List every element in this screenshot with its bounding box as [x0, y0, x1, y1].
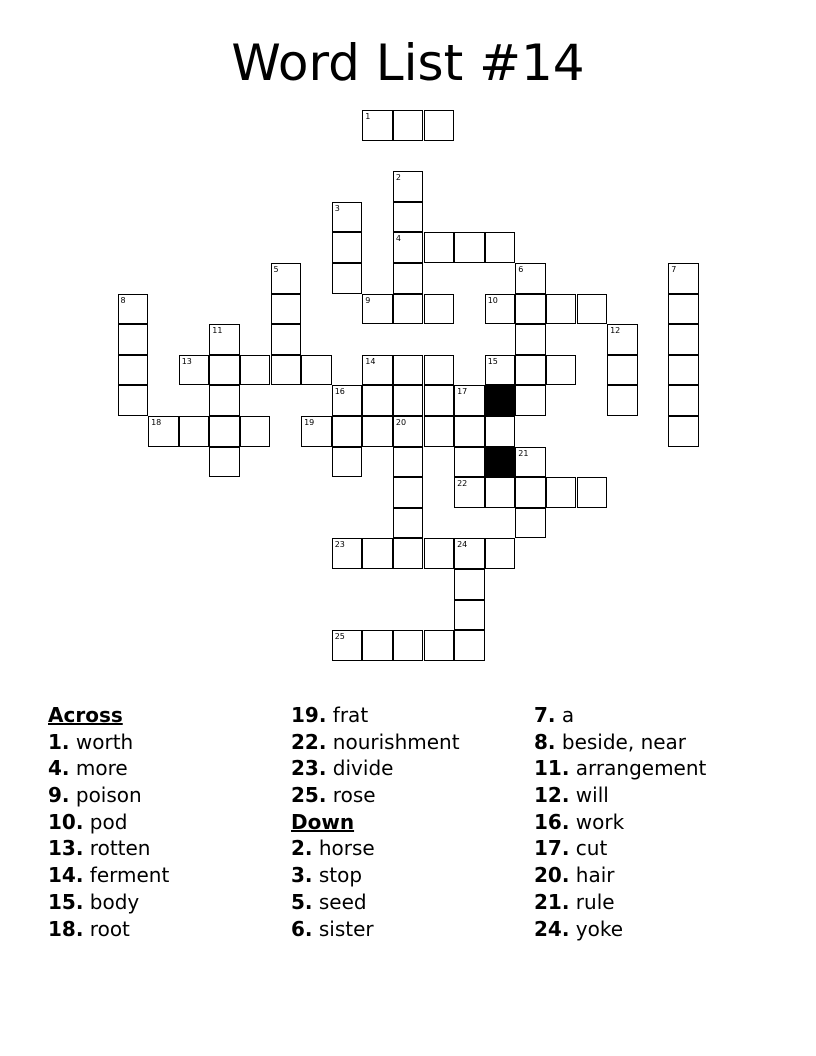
clue-text: work	[575, 809, 625, 834]
clue-number: 24.	[534, 916, 570, 941]
grid-cell[interactable]	[271, 263, 302, 294]
grid-cell[interactable]	[668, 355, 699, 386]
grid-cell[interactable]	[393, 385, 424, 416]
cell-number: 9	[365, 295, 371, 305]
grid-cell[interactable]	[118, 355, 149, 386]
grid-cell[interactable]	[271, 294, 302, 325]
clue-number: 23.	[291, 756, 327, 781]
clue-item	[534, 702, 774, 729]
grid-cell[interactable]	[209, 447, 240, 478]
clue-item	[534, 916, 774, 943]
grid-cell[interactable]	[424, 630, 455, 661]
clue-item	[534, 862, 774, 889]
grid-cell[interactable]	[424, 385, 455, 416]
clue-text: will	[575, 783, 609, 808]
clue-item	[534, 729, 774, 756]
clue-number: 13.	[48, 836, 84, 861]
cell-number: 19	[304, 418, 315, 427]
clue-number: 14.	[48, 863, 84, 888]
grid-cell[interactable]	[148, 416, 179, 447]
cell-number: 16	[334, 387, 345, 397]
clue-text: nourishment	[332, 729, 460, 754]
clue-item	[48, 889, 288, 916]
clue-text: pod	[89, 809, 128, 834]
clue-text: rose	[332, 783, 376, 808]
clue-number: 6.	[291, 916, 313, 941]
grid-cell[interactable]	[668, 385, 699, 416]
clue-item	[534, 809, 774, 836]
clue-item	[48, 729, 288, 756]
clue-text: root	[89, 916, 130, 941]
black-square	[485, 447, 516, 478]
grid-cell[interactable]	[668, 416, 699, 447]
clue-item	[291, 835, 531, 862]
clue-item	[291, 729, 531, 756]
grid-cell[interactable]	[577, 294, 608, 325]
clue-item	[534, 835, 774, 862]
cell-number: 20	[395, 418, 407, 427]
grid-cell[interactable]	[362, 630, 393, 661]
grid-cell[interactable]	[668, 263, 699, 294]
clue-text: sister	[318, 916, 374, 941]
cell-number: 14	[365, 356, 376, 366]
grid-cell[interactable]	[362, 416, 393, 447]
grid-cell[interactable]	[240, 416, 271, 447]
grid-cell[interactable]	[118, 385, 149, 416]
grid-cell[interactable]	[485, 355, 516, 386]
clue-item	[291, 889, 531, 916]
black-square	[485, 385, 516, 416]
cell-number: 3	[334, 203, 340, 213]
grid-cell[interactable]	[393, 110, 424, 141]
grid-cell[interactable]	[454, 569, 485, 600]
clue-text: rotten	[89, 836, 151, 861]
clue-text: divide	[332, 756, 394, 781]
cell-number: 15	[487, 356, 498, 366]
grid-cell[interactable]	[515, 263, 546, 294]
grid-cell[interactable]	[485, 538, 516, 569]
grid-cell[interactable]	[515, 385, 546, 416]
grid-cell[interactable]	[393, 171, 424, 202]
clue-number: 7.	[534, 703, 556, 727]
clue-number: 18.	[48, 916, 84, 941]
clue-text: ferment	[89, 863, 170, 888]
clue-item	[534, 889, 774, 916]
clue-item	[291, 782, 531, 809]
clue-number: 12.	[534, 783, 570, 808]
cell-number: 2	[395, 173, 401, 183]
clue-text: beside, near	[561, 729, 687, 754]
grid-cell[interactable]	[271, 324, 302, 355]
clue-item	[48, 809, 288, 836]
grid-cell[interactable]	[393, 355, 424, 386]
clue-item	[291, 755, 531, 782]
clue-number: 9.	[48, 783, 70, 808]
grid-cell[interactable]	[393, 263, 424, 294]
grid-cell[interactable]	[485, 477, 516, 508]
clue-number: 16.	[534, 809, 570, 834]
clue-number: 20.	[534, 863, 570, 888]
grid-cell[interactable]	[485, 416, 516, 447]
grid-cell[interactable]	[393, 294, 424, 325]
clue-number: 3.	[291, 863, 313, 888]
grid-cell[interactable]	[454, 630, 485, 661]
grid-cell[interactable]	[332, 416, 363, 447]
grid-cell[interactable]	[362, 538, 393, 569]
grid-cell[interactable]	[607, 324, 638, 355]
grid-cell[interactable]	[454, 385, 485, 416]
grid-cell[interactable]	[332, 263, 363, 294]
grid-cell[interactable]	[118, 294, 149, 325]
cell-number: 7	[671, 265, 677, 274]
clue-text: body	[89, 889, 140, 914]
clue-number: 8.	[534, 729, 556, 754]
grid-cell[interactable]	[209, 385, 240, 416]
grid-cell[interactable]	[332, 385, 363, 416]
grid-cell[interactable]	[485, 232, 516, 263]
grid-cell[interactable]	[454, 477, 485, 508]
grid-cell[interactable]	[668, 324, 699, 355]
clue-item	[48, 835, 288, 862]
clue-text: cut	[575, 836, 608, 861]
clue-item	[534, 755, 774, 782]
clue-text: worth	[75, 729, 134, 754]
clue-number: 15.	[48, 889, 84, 914]
clue-text: horse	[318, 836, 375, 861]
cell-number: 11	[212, 326, 223, 336]
grid-cell[interactable]	[393, 416, 424, 447]
grid-cell[interactable]	[424, 355, 455, 386]
grid-cell[interactable]	[515, 508, 546, 539]
grid-cell[interactable]	[577, 477, 608, 508]
clue-item	[534, 782, 774, 809]
grid-cell[interactable]	[332, 538, 363, 569]
cell-number: 24	[457, 540, 468, 550]
grid-cell[interactable]	[179, 416, 210, 447]
grid-cell[interactable]	[393, 508, 424, 539]
clue-heading: Across	[48, 703, 123, 727]
cell-number: 10	[487, 295, 498, 305]
clue-item	[291, 702, 531, 729]
clue-column-1	[48, 702, 288, 942]
grid-cell[interactable]	[515, 447, 546, 478]
clue-number: 21.	[534, 889, 570, 914]
grid-cell[interactable]	[332, 202, 363, 233]
cell-number: 23	[334, 540, 345, 550]
grid-cell[interactable]	[454, 538, 485, 569]
grid-cell[interactable]	[607, 385, 638, 416]
grid-cell[interactable]	[607, 355, 638, 386]
grid-cell[interactable]	[332, 447, 363, 478]
grid-cell[interactable]	[362, 110, 393, 141]
clue-item	[48, 862, 288, 889]
grid-cell[interactable]	[332, 630, 363, 661]
page-title: Word List #14	[231, 34, 585, 92]
grid-cell[interactable]	[209, 324, 240, 355]
cell-number: 25	[334, 632, 345, 642]
cell-number: 5	[273, 265, 279, 274]
grid-cell[interactable]	[301, 416, 332, 447]
grid-cell[interactable]	[362, 294, 393, 325]
clue-item	[48, 755, 288, 782]
grid-cell[interactable]	[424, 294, 455, 325]
grid-cell[interactable]	[454, 232, 485, 263]
grid-cell[interactable]	[424, 110, 455, 141]
clue-column-2	[291, 702, 531, 942]
cell-number: 12	[610, 326, 621, 336]
grid-cell[interactable]	[515, 294, 546, 325]
grid-cell[interactable]	[118, 324, 149, 355]
grid-cell[interactable]	[546, 355, 577, 386]
clue-text: hair	[575, 863, 615, 888]
grid-cell[interactable]	[454, 447, 485, 478]
grid-cell[interactable]	[424, 538, 455, 569]
clue-item	[291, 862, 531, 889]
grid-cell[interactable]	[485, 294, 516, 325]
grid-cell[interactable]	[546, 294, 577, 325]
grid-cell[interactable]	[209, 355, 240, 386]
clue-number: 17.	[534, 836, 570, 861]
clue-item	[48, 916, 288, 943]
grid-cell[interactable]	[393, 202, 424, 233]
cell-number: 17	[457, 387, 468, 397]
grid-cell[interactable]	[454, 600, 485, 631]
clue-number: 4.	[48, 756, 70, 781]
clue-number: 11.	[534, 756, 570, 781]
cell-number: 22	[457, 479, 468, 489]
grid-cell[interactable]	[209, 416, 240, 447]
cell-number: 21	[518, 448, 529, 458]
clue-item	[48, 782, 288, 809]
clue-number: 22.	[291, 729, 327, 754]
clue-text: arrangement	[575, 756, 707, 781]
clue-text: yoke	[575, 916, 624, 941]
grid-cell[interactable]	[454, 416, 485, 447]
grid-cell[interactable]	[393, 630, 424, 661]
clue-number: 5.	[291, 889, 313, 914]
cell-number: 4	[395, 234, 401, 244]
clue-text: poison	[75, 783, 142, 808]
clue-text: stop	[318, 863, 363, 888]
grid-cell[interactable]	[393, 477, 424, 508]
clue-text: a	[561, 703, 575, 727]
grid-cell[interactable]	[424, 416, 455, 447]
clue-text: frat	[332, 703, 369, 727]
grid-cell[interactable]	[362, 355, 393, 386]
grid-cell[interactable]	[546, 477, 577, 508]
clue-number: 19.	[291, 703, 327, 727]
grid-cell[interactable]	[332, 232, 363, 263]
grid-cell[interactable]	[271, 355, 302, 386]
grid-cell[interactable]	[424, 232, 455, 263]
grid-cell[interactable]	[393, 232, 424, 263]
clue-text: rule	[575, 889, 615, 914]
clue-text: more	[75, 756, 128, 781]
clue-number: 10.	[48, 809, 84, 834]
clue-column-3	[534, 702, 774, 942]
grid-cell[interactable]	[301, 355, 332, 386]
grid-cell[interactable]	[240, 355, 271, 386]
grid-cell[interactable]	[515, 324, 546, 355]
cell-number: 8	[120, 295, 126, 305]
grid-cell[interactable]	[179, 355, 210, 386]
grid-cell[interactable]	[515, 355, 546, 386]
grid-cell[interactable]	[362, 385, 393, 416]
cell-number: 18	[151, 418, 162, 427]
grid-cell[interactable]	[515, 477, 546, 508]
clue-number: 2.	[291, 836, 313, 861]
cell-number: 1	[365, 112, 371, 121]
clue-number: 1.	[48, 729, 70, 754]
clue-item	[291, 916, 531, 943]
grid-cell[interactable]	[668, 294, 699, 325]
grid-cell[interactable]	[393, 447, 424, 478]
cell-number: 6	[518, 265, 524, 274]
grid-cell[interactable]	[393, 538, 424, 569]
clue-number: 25.	[291, 783, 327, 808]
cell-number: 13	[181, 356, 192, 366]
clue-heading: Down	[291, 809, 355, 834]
clue-text: seed	[318, 889, 367, 914]
